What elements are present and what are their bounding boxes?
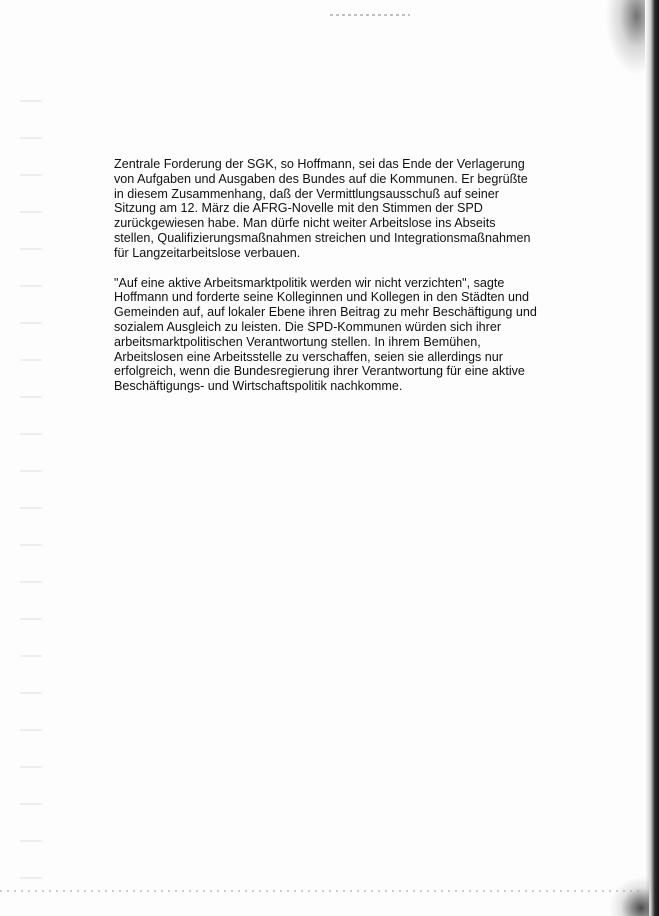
scan-shadow-bottom-right: [609, 876, 649, 916]
paragraph-2: "Auf eine aktive Arbeitsmarktpolitik werden wir nicht verzichten", sagte Hoffmann und forderte seine Kolleginnen und Kollegen in den Städten und Gemeinden auf, auf lokaler Ebene ihren Beitrag zu mehr Beschäftigung und sozialem Ausgleich zu leisten. Die SPD-Kommunen würden sich ihrer arbeitsmarktpolitischen Verantwortung stellen. In ihrem Bemühen, Arbeitslosen eine Arbeitsstelle zu verschaffen, seien sie allerdings nur erfolgreich, wenn die Bundesregierung ihrer Verantwortung für eine aktive Beschäftigungs- und Wirtschaftspolitik nachkomme.: [114, 275, 537, 394]
scan-shadow-top-right: [603, 0, 651, 80]
scan-edge-right: [645, 0, 659, 916]
scan-noise-left-margin: [20, 100, 42, 880]
paragraph-1: Zentrale Forderung der SGK, so Hoffmann, sei das Ende der Verlagerung von Aufgaben und Ausgaben des Bundes auf die Kommunen. Er begrüßte in diesem Zusammenhang, daß der Vermittlungsausschuß auf seiner Sitzung am 12. März die AFRG-Novelle mit den Stimmen der SPD zurückgewiesen habe. Man dürfe nicht weiter Arbeitslose ins Abseits stellen, Qualifizierungsmaßnahmen streichen und Integrationsmaßnahmen für Langzeitarbeitslose verbauen.: [114, 157, 531, 260]
scan-artifact-bottom: [0, 890, 640, 892]
document-body: [114, 157, 544, 409]
scan-artifact-top: [330, 14, 410, 16]
